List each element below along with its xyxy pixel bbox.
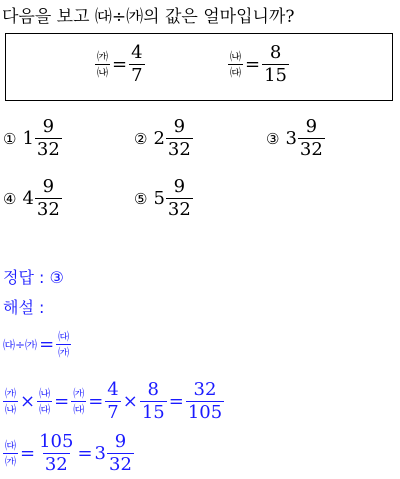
exp2-frac5 [140, 381, 167, 422]
given-right-value-den: 15 [264, 65, 287, 86]
choice-1[interactable] [3, 118, 62, 159]
exp2-eq3: = [168, 391, 184, 412]
exp2-eq1: = [54, 391, 70, 412]
exp2-f6-den: 105 [187, 402, 223, 423]
choice-marker: ④ [3, 189, 17, 208]
choice-fraction [35, 178, 62, 219]
answer-line [3, 265, 64, 288]
exp2-f3-num: ㈎ [73, 387, 85, 400]
choice-whole: 2 [153, 128, 165, 149]
given-right-num: ㈏ [230, 50, 241, 63]
exp2-f4-den: 7 [107, 402, 119, 423]
choice-num: 9 [42, 176, 55, 197]
exp2-f2-den: ㈐ [39, 403, 51, 416]
exp3-whole: 3 [94, 443, 106, 464]
exp3-f2-den: 32 [44, 454, 68, 475]
exp2-eq2: = [88, 391, 104, 412]
given-right-eq: = [245, 54, 261, 75]
exp2-f3-den: ㈐ [73, 403, 85, 416]
explanation-line-2 [3, 381, 224, 422]
exp2-f2-num: ㈏ [39, 387, 51, 400]
explanation-line-3 [3, 433, 134, 474]
exp2-frac3 [71, 388, 86, 415]
exp2-frac4 [105, 381, 120, 422]
exp2-f6-num: 32 [193, 379, 217, 400]
exp1-lhs: ㈐÷㈎ [3, 338, 38, 352]
choice-marker: ② [134, 129, 148, 148]
choice-fraction [166, 118, 193, 159]
given-right-equation [228, 44, 289, 85]
choice-whole: 4 [22, 188, 34, 209]
exp2-f5-den: 15 [141, 402, 165, 423]
given-left-value-den: 7 [131, 65, 143, 86]
exp3-frac2 [37, 433, 75, 474]
given-left-value [129, 44, 144, 85]
exp2-f4-num: 4 [107, 379, 119, 400]
choice-whole: 3 [285, 128, 297, 149]
exp3-eq2: = [77, 443, 93, 464]
choice-fraction [298, 118, 325, 159]
exp2-frac1 [3, 388, 18, 415]
exp2-f5-num: 8 [147, 379, 159, 400]
given-left-value-num: 4 [131, 42, 143, 63]
given-right-fraction [228, 51, 243, 78]
exp3-f1-num: ㈐ [5, 439, 16, 452]
choice-4[interactable] [3, 178, 62, 219]
exp3-f3-num: 9 [114, 431, 127, 452]
answer-value: ③ [49, 268, 64, 287]
choice-fraction [35, 118, 62, 159]
choice-den: 32 [167, 139, 191, 160]
given-right-value-num: 8 [269, 42, 282, 63]
given-left-eq: = [112, 54, 128, 75]
exp3-frac3 [107, 433, 134, 474]
choice-3[interactable] [266, 118, 325, 159]
choice-num: 9 [173, 116, 186, 137]
choice-num: 9 [305, 116, 318, 137]
choice-marker: ① [3, 129, 17, 148]
choice-den: 32 [299, 139, 323, 160]
given-left-equation [95, 44, 145, 85]
choice-marker: ⑤ [134, 189, 148, 208]
choice-den: 32 [36, 139, 60, 160]
exp1-den: ㈎ [58, 346, 70, 359]
exp1-fraction [56, 331, 71, 358]
choice-2[interactable] [134, 118, 193, 159]
choice-marker: ③ [266, 129, 280, 148]
choice-fraction [166, 178, 193, 219]
given-left-num: ㈎ [97, 50, 108, 63]
exp1-num: ㈐ [58, 330, 70, 343]
exp2-times1: × [20, 391, 36, 412]
exp2-frac2 [37, 388, 52, 415]
given-box [5, 33, 393, 101]
given-right-den: ㈐ [230, 66, 241, 79]
given-right-value [262, 44, 289, 85]
exp2-times2: × [122, 391, 138, 412]
answer-label: 정답 : [3, 268, 50, 287]
exp3-f3-den: 32 [109, 454, 132, 475]
question-title: 다음을 보고 ㈐÷㈎의 값은 얼마입니까? [2, 7, 295, 27]
exp1-eq: = [39, 334, 55, 355]
exp3-f2-num: 105 [39, 431, 74, 452]
choice-num: 9 [173, 176, 186, 197]
given-left-den: ㈏ [97, 66, 108, 79]
exp2-f1-den: ㈏ [5, 403, 16, 416]
choice-num: 9 [42, 116, 55, 137]
exp3-frac1 [3, 440, 18, 467]
explanation-line-1 [3, 331, 71, 358]
choice-whole: 5 [153, 188, 165, 209]
exp2-frac6 [186, 381, 224, 422]
given-left-fraction [95, 51, 110, 78]
choice-5[interactable] [134, 178, 193, 219]
exp3-eq1: = [20, 443, 36, 464]
exp3-f1-den: ㈎ [5, 455, 16, 468]
explanation-label: 해설 : [3, 298, 45, 317]
choice-den: 32 [167, 199, 191, 220]
choice-den: 32 [36, 199, 60, 220]
choice-whole: 1 [22, 128, 34, 149]
exp2-f1-num: ㈎ [5, 387, 16, 400]
